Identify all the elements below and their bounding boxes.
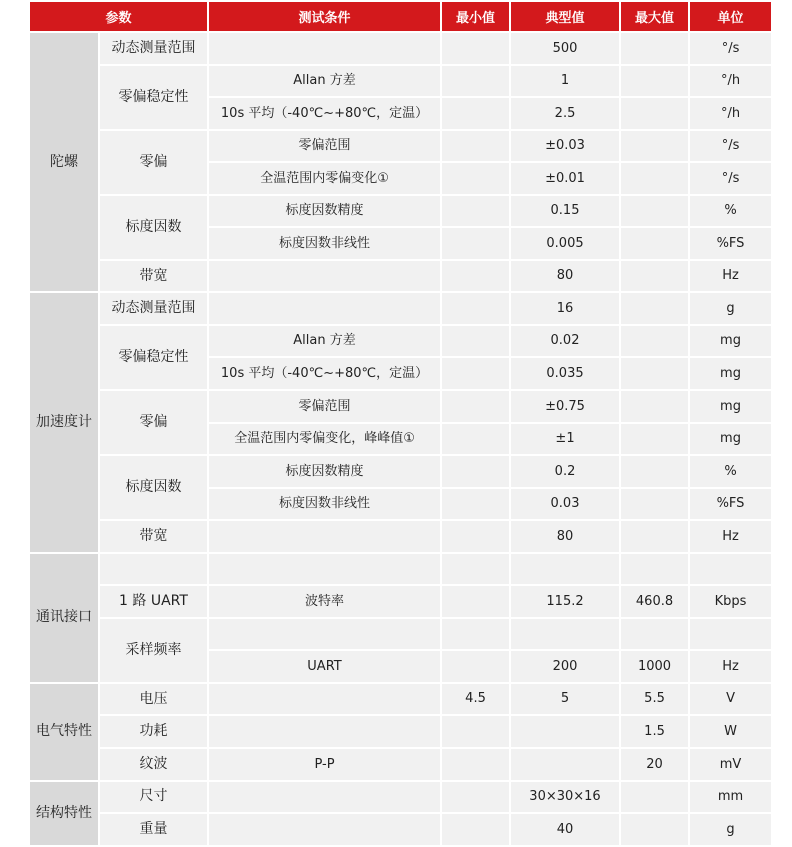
condition-cell: P-P bbox=[209, 749, 440, 780]
min-cell bbox=[442, 554, 509, 585]
min-cell bbox=[442, 293, 509, 324]
typ-cell bbox=[511, 716, 619, 747]
typ-cell: 0.03 bbox=[511, 489, 619, 520]
table-row bbox=[30, 554, 771, 585]
min-cell bbox=[442, 196, 509, 227]
typ-cell: 80 bbox=[511, 261, 619, 292]
unit-cell: % bbox=[690, 456, 771, 487]
typ-cell: 0.2 bbox=[511, 456, 619, 487]
max-cell bbox=[621, 619, 688, 650]
table-row bbox=[30, 716, 771, 747]
max-cell bbox=[621, 228, 688, 259]
unit-cell: Hz bbox=[690, 651, 771, 682]
unit-cell: %FS bbox=[690, 228, 771, 259]
unit-cell: Hz bbox=[690, 521, 771, 552]
min-cell bbox=[442, 424, 509, 455]
min-cell bbox=[442, 521, 509, 552]
condition-cell: 标度因数非线性 bbox=[209, 228, 440, 259]
group-label: 结构特性 bbox=[30, 782, 98, 845]
max-cell bbox=[621, 358, 688, 389]
condition-cell: Allan 方差 bbox=[209, 326, 440, 357]
typ-cell: ±0.01 bbox=[511, 163, 619, 194]
max-cell bbox=[621, 261, 688, 292]
header-param: 参数 bbox=[30, 2, 207, 31]
unit-cell bbox=[690, 619, 771, 650]
typ-cell: 200 bbox=[511, 651, 619, 682]
typ-cell: ±1 bbox=[511, 424, 619, 455]
min-cell bbox=[442, 358, 509, 389]
table-header-row bbox=[30, 2, 771, 31]
max-cell: 1000 bbox=[621, 651, 688, 682]
typ-cell: 0.02 bbox=[511, 326, 619, 357]
condition-cell bbox=[209, 33, 440, 64]
param-cell bbox=[100, 554, 207, 585]
condition-cell: 10s 平均（-40℃~+80℃，定温） bbox=[209, 98, 440, 129]
param-cell: 动态测量范围 bbox=[100, 33, 207, 64]
min-cell bbox=[442, 163, 509, 194]
max-cell bbox=[621, 782, 688, 813]
typ-cell: ±0.75 bbox=[511, 391, 619, 422]
min-cell bbox=[442, 651, 509, 682]
unit-cell: mg bbox=[690, 326, 771, 357]
max-cell bbox=[621, 814, 688, 845]
condition-cell: 标度因数非线性 bbox=[209, 489, 440, 520]
table-row bbox=[30, 131, 771, 162]
max-cell: 5.5 bbox=[621, 684, 688, 715]
table-row bbox=[30, 814, 771, 845]
unit-cell bbox=[690, 554, 771, 585]
max-cell bbox=[621, 554, 688, 585]
min-cell bbox=[442, 131, 509, 162]
unit-cell: Hz bbox=[690, 261, 771, 292]
max-cell bbox=[621, 98, 688, 129]
typ-cell: 2.5 bbox=[511, 98, 619, 129]
min-cell bbox=[442, 586, 509, 617]
unit-cell: mg bbox=[690, 358, 771, 389]
max-cell bbox=[621, 131, 688, 162]
param-cell: 重量 bbox=[100, 814, 207, 845]
condition-cell bbox=[209, 521, 440, 552]
table-row bbox=[30, 293, 771, 324]
max-cell bbox=[621, 391, 688, 422]
condition-cell: 标度因数精度 bbox=[209, 196, 440, 227]
table-row bbox=[30, 326, 771, 357]
header-min: 最小值 bbox=[442, 2, 509, 31]
max-cell bbox=[621, 293, 688, 324]
condition-cell bbox=[209, 716, 440, 747]
param-cell: 动态测量范围 bbox=[100, 293, 207, 324]
typ-cell bbox=[511, 749, 619, 780]
min-cell bbox=[442, 619, 509, 650]
min-cell bbox=[442, 391, 509, 422]
table-row bbox=[30, 684, 771, 715]
param-cell: 零偏 bbox=[100, 391, 207, 454]
group-label: 加速度计 bbox=[30, 293, 98, 551]
table-row bbox=[30, 196, 771, 227]
table-row bbox=[30, 33, 771, 64]
typ-cell bbox=[511, 619, 619, 650]
condition-cell: 标度因数精度 bbox=[209, 456, 440, 487]
unit-cell: °/s bbox=[690, 131, 771, 162]
min-cell bbox=[442, 98, 509, 129]
condition-cell: 10s 平均（-40℃~+80℃，定温） bbox=[209, 358, 440, 389]
table-row bbox=[30, 619, 771, 650]
max-cell bbox=[621, 66, 688, 97]
param-cell: 功耗 bbox=[100, 716, 207, 747]
max-cell bbox=[621, 326, 688, 357]
min-cell bbox=[442, 782, 509, 813]
param-cell: 零偏稳定性 bbox=[100, 326, 207, 389]
max-cell bbox=[621, 163, 688, 194]
min-cell bbox=[442, 489, 509, 520]
param-cell: 零偏稳定性 bbox=[100, 66, 207, 129]
unit-cell: g bbox=[690, 293, 771, 324]
condition-cell bbox=[209, 619, 440, 650]
typ-cell: 0.15 bbox=[511, 196, 619, 227]
max-cell: 1.5 bbox=[621, 716, 688, 747]
param-cell: 带宽 bbox=[100, 521, 207, 552]
table-row bbox=[30, 456, 771, 487]
min-cell bbox=[442, 33, 509, 64]
typ-cell: 500 bbox=[511, 33, 619, 64]
unit-cell: mm bbox=[690, 782, 771, 813]
condition-cell bbox=[209, 554, 440, 585]
min-cell bbox=[442, 814, 509, 845]
typ-cell bbox=[511, 554, 619, 585]
unit-cell: mg bbox=[690, 391, 771, 422]
max-cell: 460.8 bbox=[621, 586, 688, 617]
typ-cell: 16 bbox=[511, 293, 619, 324]
param-cell: 标度因数 bbox=[100, 196, 207, 259]
unit-cell: W bbox=[690, 716, 771, 747]
header-unit: 单位 bbox=[690, 2, 771, 31]
min-cell bbox=[442, 716, 509, 747]
typ-cell: 115.2 bbox=[511, 586, 619, 617]
condition-cell: 零偏范围 bbox=[209, 391, 440, 422]
max-cell bbox=[621, 196, 688, 227]
param-cell: 采样频率 bbox=[100, 619, 207, 682]
table-row bbox=[30, 749, 771, 780]
condition-cell bbox=[209, 261, 440, 292]
max-cell bbox=[621, 424, 688, 455]
condition-cell: Allan 方差 bbox=[209, 66, 440, 97]
group-label: 陀螺 bbox=[30, 33, 98, 291]
header-condition: 测试条件 bbox=[209, 2, 440, 31]
unit-cell: % bbox=[690, 196, 771, 227]
condition-cell: 全温范围内零偏变化，峰峰值① bbox=[209, 424, 440, 455]
param-cell: 零偏 bbox=[100, 131, 207, 194]
table-row bbox=[30, 586, 771, 617]
param-cell: 纹波 bbox=[100, 749, 207, 780]
max-cell: 20 bbox=[621, 749, 688, 780]
param-cell: 带宽 bbox=[100, 261, 207, 292]
unit-cell: °/s bbox=[690, 33, 771, 64]
min-cell bbox=[442, 326, 509, 357]
condition-cell: UART bbox=[209, 651, 440, 682]
unit-cell: mg bbox=[690, 424, 771, 455]
unit-cell: V bbox=[690, 684, 771, 715]
spec-table bbox=[28, 0, 773, 847]
typ-cell: 5 bbox=[511, 684, 619, 715]
unit-cell: °/h bbox=[690, 66, 771, 97]
typ-cell: 0.005 bbox=[511, 228, 619, 259]
unit-cell: mV bbox=[690, 749, 771, 780]
typ-cell: ±0.03 bbox=[511, 131, 619, 162]
table-row bbox=[30, 521, 771, 552]
max-cell bbox=[621, 33, 688, 64]
condition-cell bbox=[209, 684, 440, 715]
typ-cell: 30×30×16 bbox=[511, 782, 619, 813]
min-cell bbox=[442, 749, 509, 780]
max-cell bbox=[621, 521, 688, 552]
condition-cell: 全温范围内零偏变化① bbox=[209, 163, 440, 194]
unit-cell: Kbps bbox=[690, 586, 771, 617]
min-cell bbox=[442, 261, 509, 292]
condition-cell bbox=[209, 814, 440, 845]
table-row bbox=[30, 66, 771, 97]
unit-cell: %FS bbox=[690, 489, 771, 520]
table-row bbox=[30, 391, 771, 422]
header-typ: 典型值 bbox=[511, 2, 619, 31]
table-row bbox=[30, 782, 771, 813]
unit-cell: g bbox=[690, 814, 771, 845]
group-label: 通讯接口 bbox=[30, 554, 98, 682]
min-cell: 4.5 bbox=[442, 684, 509, 715]
typ-cell: 40 bbox=[511, 814, 619, 845]
condition-cell bbox=[209, 293, 440, 324]
condition-cell: 零偏范围 bbox=[209, 131, 440, 162]
condition-cell bbox=[209, 782, 440, 813]
typ-cell: 80 bbox=[511, 521, 619, 552]
param-cell: 1 路 UART bbox=[100, 586, 207, 617]
min-cell bbox=[442, 66, 509, 97]
min-cell bbox=[442, 456, 509, 487]
param-cell: 标度因数 bbox=[100, 456, 207, 519]
condition-cell: 波特率 bbox=[209, 586, 440, 617]
table-row bbox=[30, 261, 771, 292]
group-label: 电气特性 bbox=[30, 684, 98, 780]
typ-cell: 0.035 bbox=[511, 358, 619, 389]
param-cell: 电压 bbox=[100, 684, 207, 715]
unit-cell: °/s bbox=[690, 163, 771, 194]
max-cell bbox=[621, 489, 688, 520]
min-cell bbox=[442, 228, 509, 259]
typ-cell: 1 bbox=[511, 66, 619, 97]
header-max: 最大值 bbox=[621, 2, 688, 31]
unit-cell: °/h bbox=[690, 98, 771, 129]
max-cell bbox=[621, 456, 688, 487]
param-cell: 尺寸 bbox=[100, 782, 207, 813]
